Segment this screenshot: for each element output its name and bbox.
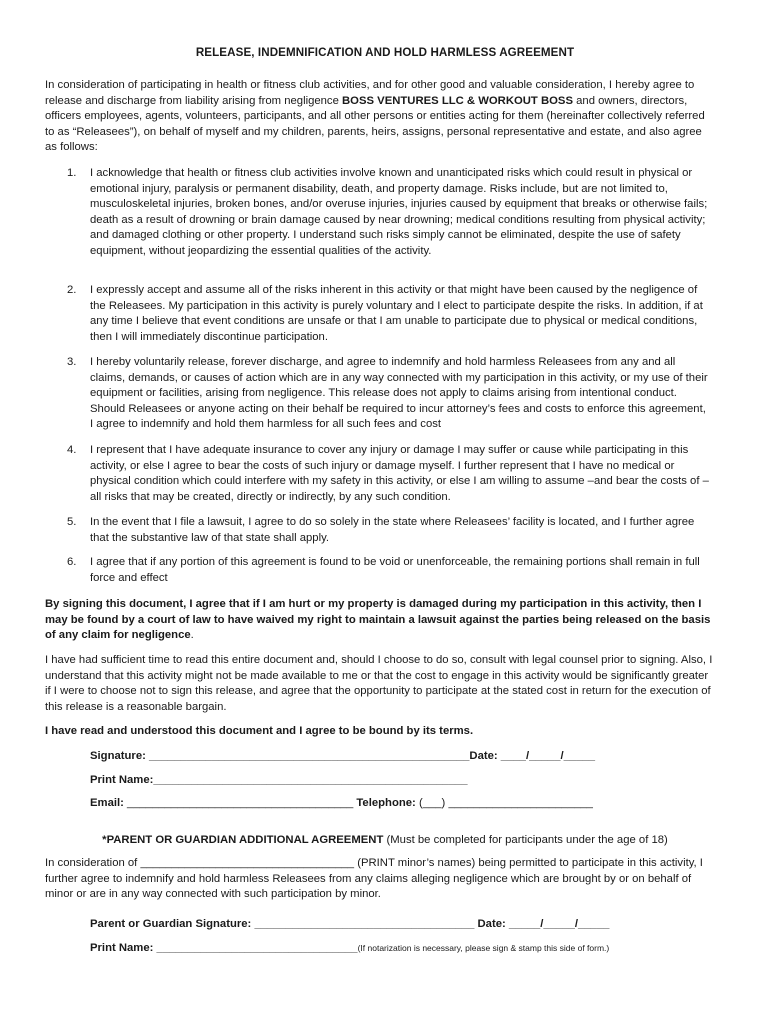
page-title: RELEASE, INDEMNIFICATION AND HOLD HARMLESS AGREEMENT <box>195 46 575 59</box>
clause-text: I agree that if any portion of this agreement is found to be void or unenforceable, the remaining portions shall remain in full force and effect <box>90 556 700 584</box>
clause-number: 4. <box>67 444 77 456</box>
clause-text: In the event that I file a lawsuit, I agree to do so solely in the state where Releasees’ facility is located, and I further agree that the substantive law of that state shall apply. <box>90 516 695 544</box>
intro-text-start: In consideration of participating in health or fitness club activities, and for other good and valuable consideration, I hereby agree to release and discharge from liability arising from negligence <box>45 79 695 107</box>
telephone-label: Telephone: <box>353 797 419 809</box>
notarization-note: (If notarization is necessary, please sign & stamp this side of form.) <box>357 943 610 953</box>
signature-date-line[interactable]: Signature: ___________________________________________________Date: ____/_____/_____ <box>90 750 596 762</box>
intro-text-end: and owners, directors, officers employees, agents, volunteers, participants, and all other persons or entities acting for them (hereinafter collectively referred to as “Releasees”), on behalf of myself and my children, parents, heirs, assigns, personal representative and estate, and also agree as follows: <box>45 94 705 154</box>
email-field[interactable]: ____________________________________ <box>127 797 354 809</box>
guardian-paragraph: In consideration of __________________________________ (PRINT minor’s names) being permitted to participate in this activity, I further agree to indemnify and hold harmless Releasees from any claims alleging negligence which are brought by or on behalf of minor or are in any way connected with such participation by minor. <box>45 857 703 901</box>
guardian-print-name-field[interactable]: Print Name: ________________________________ <box>90 942 358 954</box>
guardian-print-name-line <box>90 941 609 956</box>
waiver-statement <box>45 597 713 644</box>
clause-number: 5. <box>67 516 77 528</box>
clause-number: 1. <box>67 167 77 179</box>
clause-number: 2. <box>67 284 77 296</box>
time-statement: I have had sufficient time to read this entire document and, should I choose to do so, consult with legal counsel prior to signing. Also, I understand that this activity might not be made available to me or that the cost to engage in this activity would be significantly greater if I were to choose not to sign this release, and agree that the opportunity to participate at the stated cost in return for the execution of this release is a reasonable bargain. <box>45 654 713 713</box>
clause-text: I hereby voluntarily release, forever discharge, and agree to indemnify and hold harmless Releasees from any and all claims, demands, or causes of action which are in any way connected with my participation in this activity, or my use of their equipment or facilities, arising from negligence. This release does not apply to claims arising from intentional conduct. Should Releasees or anyone acting on their behalf be required to incur attorney’s fees and costs to enforce this agreement, I agree to indemnify and hold them harmless for all such fees and cost <box>90 356 708 431</box>
guardian-heading-note: (Must be completed for participants under the age of 18) <box>383 834 668 846</box>
clause-text: I represent that I have adequate insurance to cover any injury or damage I may suffer or cause while participating in this activity, or else I agree to bear the costs of such injury or damage myself. I further represent that I have no medical or physical condition which could interfere with my safety in this activity, or else I am willing to assume –and bear the costs of – all risks that may be created, directly or indirectly, by any such condition. <box>90 444 709 503</box>
clause-number: 3. <box>67 356 77 368</box>
email-phone-line <box>90 796 593 811</box>
clause-number: 6. <box>67 556 77 568</box>
guardian-heading <box>0 833 770 848</box>
waiver-statement-period: . <box>190 629 194 642</box>
email-label: Email: <box>90 797 128 809</box>
company-name: BOSS VENTURES LLC & WORKOUT BOSS <box>342 94 573 107</box>
print-name-line[interactable]: Print Name:__________________________________________________ <box>90 774 468 786</box>
guardian-heading-title: *PARENT OR GUARDIAN ADDITIONAL AGREEMENT <box>102 834 384 846</box>
intro-paragraph <box>45 78 713 156</box>
agree-statement: I have read and understood this document and I agree to be bound by its terms. <box>45 725 474 737</box>
telephone-field[interactable]: (___) _______________________ <box>418 797 593 809</box>
clause-text: I expressly accept and assume all of the risks inherent in this activity or that might have been caused by the negligence of the Releasees. My participation in this activity is purely voluntary and I elect to participate despite the risks. In addition, if at any time I believe that event conditions are unsafe or that I am unable to participate due to physical or medical conditions, then I will immediately discontinue participation. <box>90 284 703 343</box>
guardian-signature-line[interactable]: Parent or Guardian Signature: ___________________________________ Date: _____/_____/_____ <box>90 918 610 930</box>
waiver-statement-text: By signing this document, I agree that if I am hurt or my property is damaged during my participation in this activity, then I may be found by a court of law to have waived my right to maintain a lawsuit against the parties being released on the basis of any claim for negligence <box>45 598 711 642</box>
clause-text: I acknowledge that health or fitness club activities involve known and unanticipated risks which could result in physical or emotional injury, paralysis or permanent disability, death, and property damage. Risks include, but are not limited to, musculoskeletal injuries, broken bones, and/or overuse injuries, injuries caused by equipment that breaks or otherwise fails; death as a result of drowning or brain damage caused by near drowning; medical conditions resulting from physical activity; and damaged clothing or other property. I understand such risks simply cannot be eliminated, despite the use of safety equipment, without jeopardizing the essential qualities of the activity. <box>90 167 708 257</box>
